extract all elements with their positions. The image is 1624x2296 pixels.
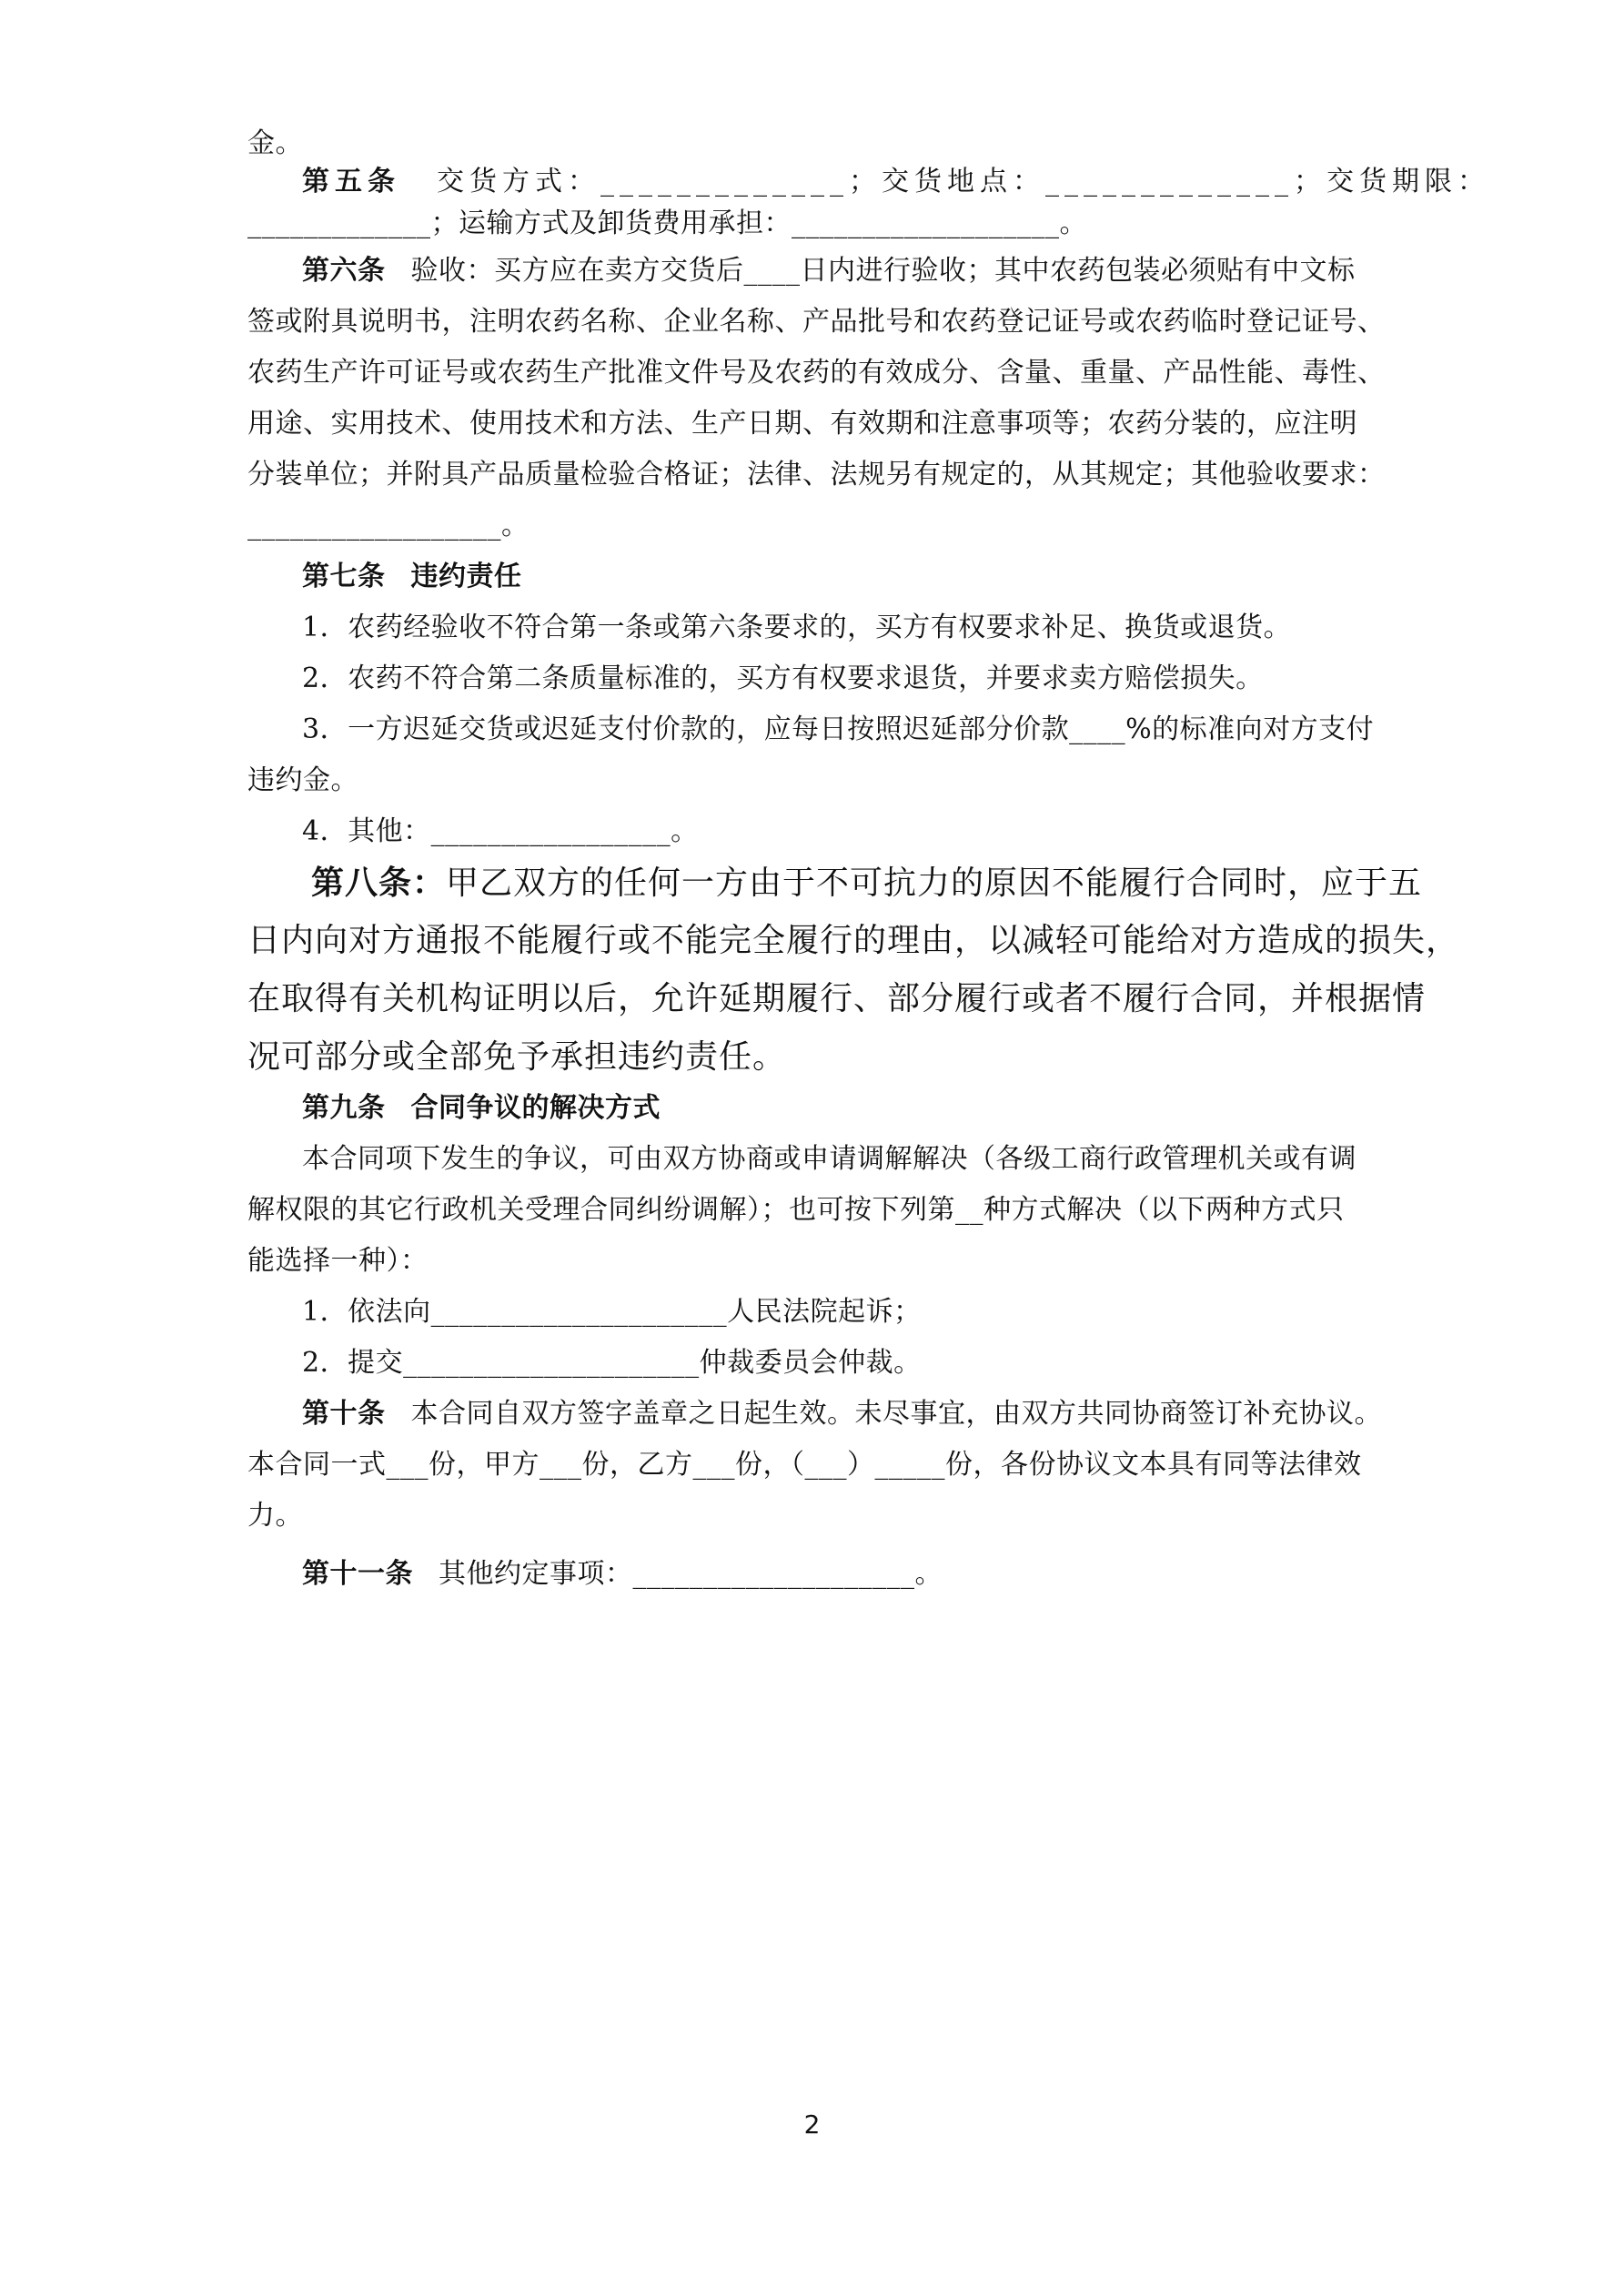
- article8-line3: 在取得有关机构证明以后，允许延期履行、部分履行或者不履行合同，并根据情: [247, 980, 1427, 1017]
- article9-option1: 1．依法向_____________________人民法院起诉；: [302, 1296, 922, 1328]
- article10-line1: 第十条 本合同自双方签字盖章之日起生效。未尽事宜，由双方共同协商签订补充协议。: [302, 1398, 1382, 1430]
- article9-heading: 第九条: [302, 1092, 386, 1124]
- article7-item4: 4．其他：_________________。: [302, 815, 699, 847]
- article4-tail: 金。: [247, 127, 303, 159]
- article9-title-line: [302, 1092, 661, 1125]
- article9-para-line3: 能选择一种）：: [247, 1245, 429, 1277]
- article8-line2: 日内向对方通报不能履行或不能完全履行的理由，以减轻可能给对方造成的损失，: [247, 922, 1460, 959]
- article9-para-line1: 本合同项下发生的争议，可由双方协商或申请调解解决（各级工商行政管理机关或有调: [302, 1143, 1357, 1175]
- article7-item2: 2．农药不符合第二条质量标准的，买方有权要求退货，并要求卖方赔偿损失。: [302, 663, 1264, 694]
- article10-line3: 力。: [247, 1500, 303, 1532]
- article7-item1: 1．农药经验收不符合第一条或第六条要求的，买方有权要求补足、换货或退货。: [302, 612, 1292, 643]
- article9-option2: 2．提交_____________________仲裁委员会仲裁。: [302, 1347, 922, 1379]
- article6-line4: 用途、实用技术、使用技术和方法、生产日期、有效期和注意事项等；农药分装的，应注明: [247, 408, 1357, 440]
- article5-line2: _____________；运输方式及卸货费用承担：___________________。: [247, 207, 1087, 239]
- article10-line2: 本合同一式___份，甲方___份，乙方___份，（___）_____份，各份协议文本具有同等法律效: [247, 1449, 1362, 1481]
- article11-heading: 第十一条: [302, 1558, 413, 1590]
- article8-line1: 第八条：甲乙双方的任何一方由于不可抗力的原因不能履行合同时，应于五: [311, 864, 1423, 902]
- article7-item3-line1: 3．一方迟延交货或迟延支付价款的，应每日按照迟延部分价款____%的标准向对方支付: [302, 713, 1375, 745]
- article7-item3-line2: 违约金。: [247, 764, 358, 796]
- article6-heading: 第六条: [302, 255, 386, 287]
- article6-line1: 第六条 验收：买方应在卖方交货后____日内进行验收；其中农药包装必须贴有中文标: [302, 255, 1356, 287]
- article6-line2: 签或附具说明书，注明农药名称、企业名称、产品批号和农药登记证号或农药临时登记证号、: [247, 306, 1386, 338]
- article5-line1: 第五条 交货方式：_____________；交货地点：_____________；交货期限：: [302, 166, 1490, 197]
- article10-heading: 第十条: [302, 1398, 386, 1430]
- article7-title-line: [302, 561, 522, 593]
- article9-title: 合同争议的解决方式: [410, 1092, 661, 1124]
- article5-heading: 第五条: [302, 166, 400, 197]
- page-number: 2: [803, 2109, 821, 2139]
- article7-heading: 第七条: [302, 561, 386, 592]
- article11-line1: 第十一条 其他约定事项：____________________。: [302, 1558, 943, 1590]
- article9-para-line2: 解权限的其它行政机关受理合同纠纷调解）；也可按下列第__种方式解决（以下两种方式只: [247, 1194, 1345, 1226]
- article6-line3: 农药生产许可证号或农药生产批准文件号及农药的有效成分、含量、重量、产品性能、毒性、: [247, 357, 1386, 389]
- article7-title: 违约责任: [410, 561, 522, 592]
- article6-line6: __________________。: [247, 510, 530, 541]
- article8-line4: 况可部分或全部免予承担违约责任。: [247, 1038, 787, 1076]
- article8-heading: 第八条：: [311, 864, 447, 902]
- article6-line5: 分装单位；并附具产品质量检验合格证；法律、法规另有规定的，从其规定；其他验收要求：: [247, 459, 1386, 491]
